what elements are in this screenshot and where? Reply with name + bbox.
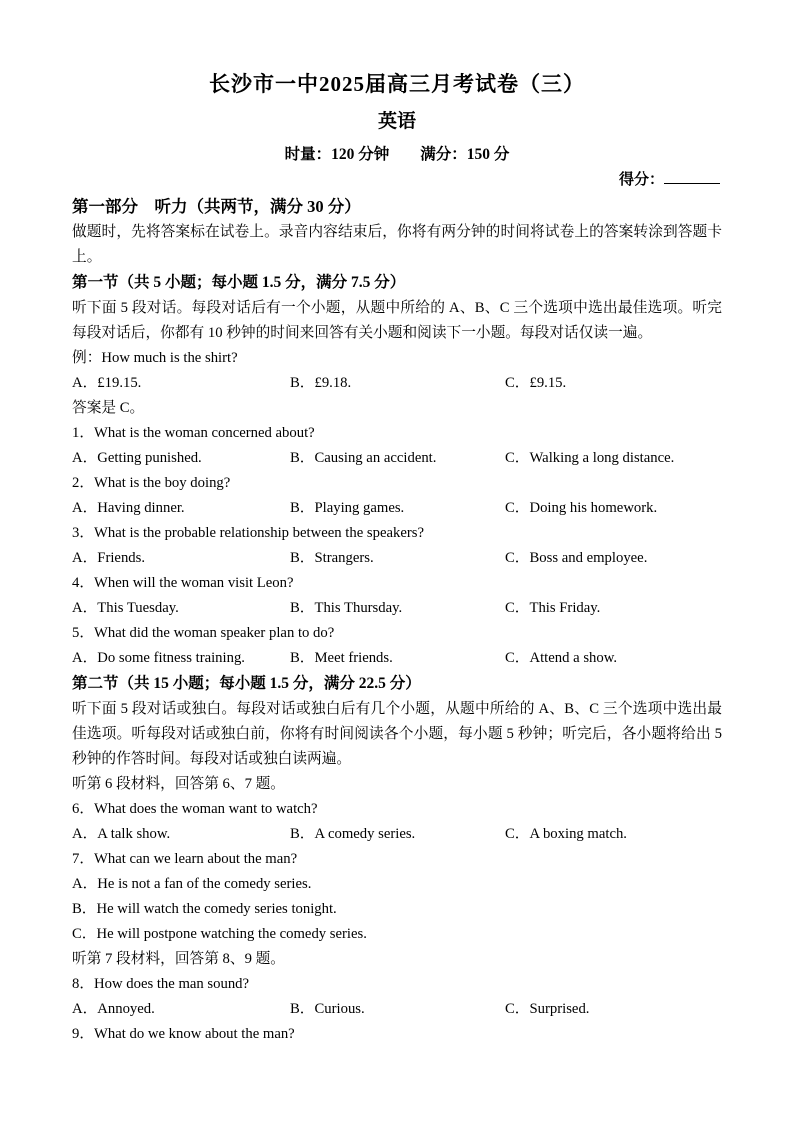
question-options: [72, 822, 722, 847]
question-text: 1．What is the woman concerned about?: [72, 425, 315, 441]
part1-heading: 第一部分 听力（共两节，满分 30 分）: [72, 197, 361, 216]
question-options: [72, 997, 722, 1022]
option-a: A．Do some fitness training.: [72, 650, 245, 666]
passage1-note: 听第 6 段材料，回答第 6、7 题。: [72, 776, 285, 792]
option-c: C．£9.15.: [505, 375, 567, 391]
exam-meta: 时量：120 分钟 满分：150 分: [284, 146, 510, 163]
question-text: 6．What does the woman want to watch?: [72, 801, 318, 817]
question-options: [72, 596, 722, 621]
question-1: [72, 421, 722, 471]
question-options: [72, 872, 722, 947]
option-a: A．A talk show.: [72, 826, 171, 842]
question-8: [72, 972, 722, 1022]
option-a: A．£19.15.: [72, 375, 142, 391]
option-b: B．Causing an accident.: [290, 450, 437, 466]
example-answer: 答案是 C。: [72, 400, 145, 416]
example-question: 例：How much is the shirt?: [72, 350, 238, 366]
question-text: 9．What do we know about the man?: [72, 1026, 295, 1042]
option-b: B．A comedy series.: [290, 826, 416, 842]
question-options: [72, 646, 722, 671]
option-c: C．Walking a long distance.: [505, 450, 675, 466]
example-options: [72, 371, 722, 396]
option-b: B．£9.18.: [290, 375, 352, 391]
question-text: 4．When will the woman visit Leon?: [72, 575, 294, 591]
option-b: B．Playing games.: [290, 500, 405, 516]
option-c: C．He will postpone watching the comedy series.: [72, 926, 367, 942]
option-c: C．This Friday.: [505, 600, 601, 616]
question-text: 2．What is the boy doing?: [72, 475, 231, 491]
section2-heading: 第二节（共 15 小题；每小题 1.5 分，满分 22.5 分）: [72, 675, 421, 692]
option-a: A．Getting punished.: [72, 450, 202, 466]
question-9: [72, 1022, 722, 1047]
exam-title: 长沙市一中2025届高三月考试卷（三）: [209, 72, 585, 96]
question-5: [72, 621, 722, 671]
option-c: C．Attend a show.: [505, 650, 618, 666]
option-c: C．Boss and employee.: [505, 550, 648, 566]
question-text: 8．How does the man sound?: [72, 976, 250, 992]
question-text: 3．What is the probable relationship between the speakers?: [72, 525, 424, 541]
option-b: B．This Thursday.: [290, 600, 403, 616]
option-c: C．A boxing match.: [505, 826, 627, 842]
exam-subject: 英语: [377, 111, 416, 132]
option-b: B．Curious.: [290, 1001, 365, 1017]
question-2: [72, 471, 722, 521]
question-options: [72, 496, 722, 521]
question-3: [72, 521, 722, 571]
option-b: B．Meet friends.: [290, 650, 393, 666]
option-b: B．He will watch the comedy series tonight.: [72, 901, 337, 917]
question-6: [72, 797, 722, 847]
question-7: [72, 847, 722, 947]
question-options: [72, 446, 722, 471]
question-options: [72, 546, 722, 571]
option-a: A．Friends.: [72, 550, 146, 566]
option-a: A．This Tuesday.: [72, 600, 179, 616]
section1-heading: 第一节（共 5 小题；每小题 1.5 分，满分 7.5 分）: [72, 274, 406, 291]
score-label: 得分：: [618, 172, 664, 188]
question-4: [72, 571, 722, 621]
score-row: [72, 168, 722, 193]
question-text: 5．What did the woman speaker plan to do?: [72, 625, 335, 641]
section1-instructions: 听下面 5 段对话。每段对话后有一个小题，从题中所给的 A、B、C 三个选项中选出最佳选项。听完每段对话后，你都有 10 秒钟的时间来回答有关小题和阅读下一小题。每段对话仅读一遍。: [72, 300, 722, 341]
question-text: 7．What can we learn about the man?: [72, 851, 298, 867]
option-c: C．Doing his homework.: [505, 500, 658, 516]
option-a: A．He is not a fan of the comedy series.: [72, 876, 312, 892]
option-c: C．Surprised.: [505, 1001, 590, 1017]
passage2-note: 听第 7 段材料，回答第 8、9 题。: [72, 951, 285, 967]
section2-instructions: 听下面 5 段对话或独白。每段对话或独白后有几个小题，从题中所给的 A、B、C 三个选项中选出最佳选项。听每段对话或独白前，你将有时间阅读各个小题，每小题 5 秒钟；听完后，各小题将给出 5 秒钟的作答时间。每段对话或独白读两遍。: [72, 701, 722, 767]
score-blank: [664, 169, 720, 184]
option-a: A．Having dinner.: [72, 500, 185, 516]
option-b: B．Strangers.: [290, 550, 374, 566]
option-a: A．Annoyed.: [72, 1001, 155, 1017]
part1-note: 做题时，先将答案标在试卷上。录音内容结束后，你将有两分钟的时间将试卷上的答案转涂到答题卡上。: [72, 224, 722, 265]
